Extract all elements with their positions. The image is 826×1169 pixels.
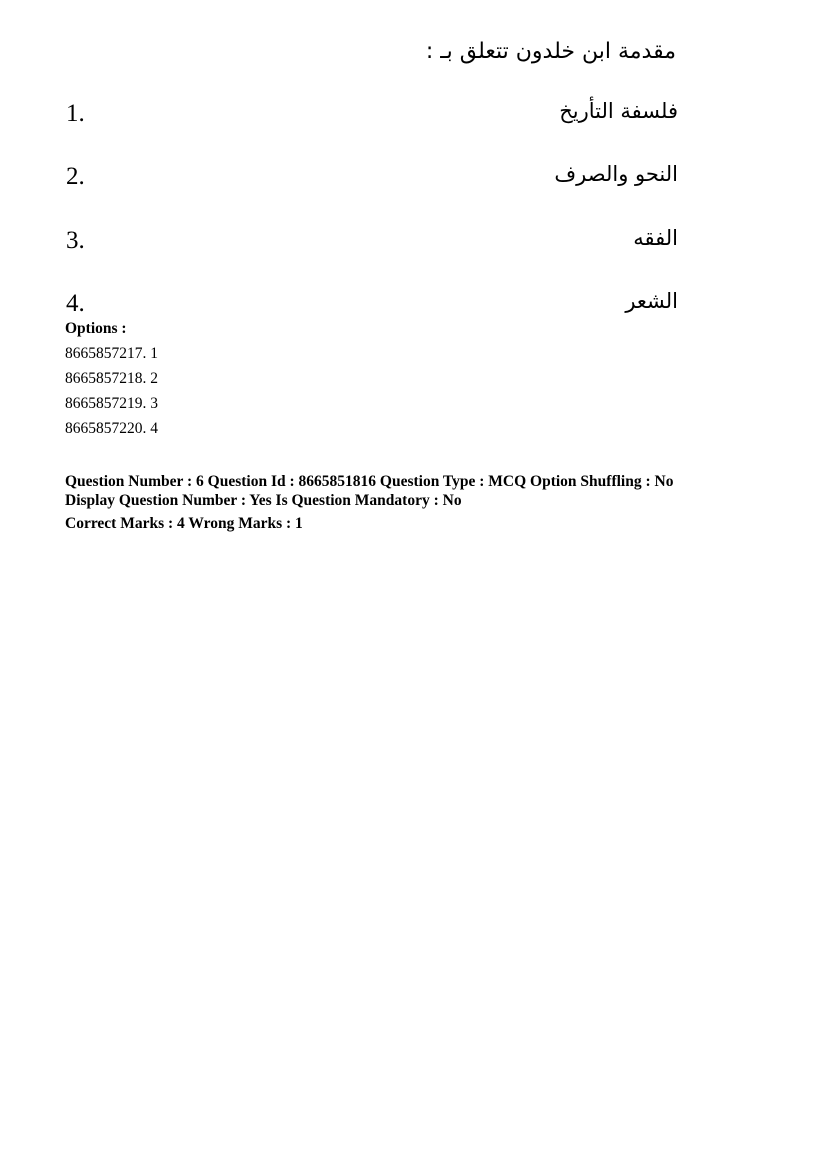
choice-text: النحو والصرف	[554, 162, 678, 186]
question-meta-line1: Question Number : 6 Question Id : 8665851816 Question Type : MCQ Option Shuffling : No	[65, 473, 674, 490]
choice-number: 3.	[66, 227, 85, 254]
question-meta-line2: Display Question Number : Yes Is Question Mandatory : No	[65, 492, 462, 509]
choice-number: 1.	[66, 100, 85, 127]
question-meta-line3: Correct Marks : 4 Wrong Marks : 1	[65, 515, 303, 532]
choice-4	[66, 284, 678, 324]
choice-3	[66, 221, 678, 261]
question-stem: مقدمة ابن خلدون تتعلق بـ :	[425, 39, 676, 64]
choice-text: فلسفة التأريخ	[559, 99, 678, 123]
option-id: 8665857219. 3	[65, 395, 158, 412]
choice-2	[66, 157, 678, 197]
choice-number: 4.	[66, 290, 85, 317]
choice-number: 2.	[66, 163, 85, 190]
option-id: 8665857220. 4	[65, 420, 158, 437]
choice-text: الشعر	[625, 289, 678, 313]
option-id: 8665857218. 2	[65, 370, 158, 387]
options-label: Options :	[65, 320, 127, 337]
option-id: 8665857217. 1	[65, 345, 158, 362]
choice-text: الفقه	[633, 226, 678, 250]
choice-1	[66, 94, 678, 134]
